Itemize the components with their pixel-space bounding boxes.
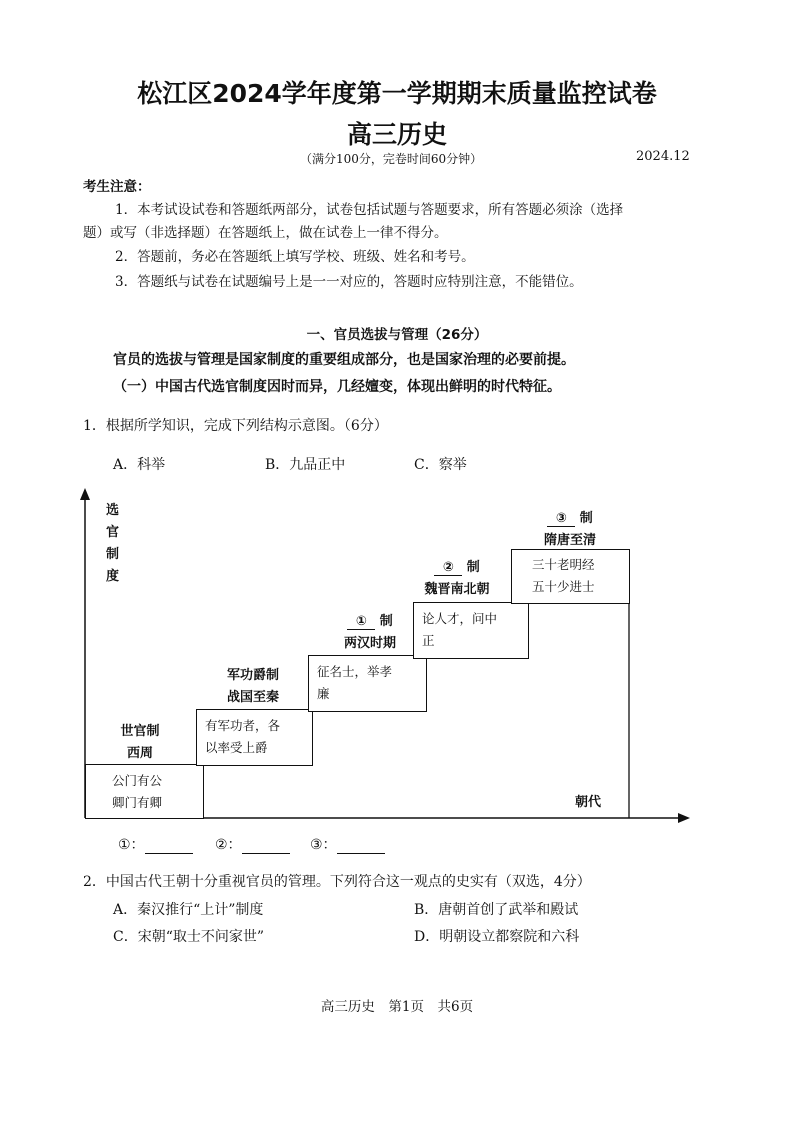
y-axis-char-3: 制 xyxy=(106,547,120,562)
step5-box xyxy=(511,549,630,604)
step3-blank: ① xyxy=(347,614,375,630)
step1-desc-2: 卿门有卿 xyxy=(112,795,163,810)
answer-line-2[interactable] xyxy=(242,839,290,854)
notice-item-1a: 1．本考试设试卷和答题纸两部分，试卷包括试题与答题要求，所有答题必须涂（选择 xyxy=(115,202,624,218)
notice-heading: 考生注意： xyxy=(83,179,151,195)
step4-period: 魏晋南北朝 xyxy=(424,582,490,597)
step2-desc-2: 以率受上爵 xyxy=(205,740,268,755)
q1-option-c: C．察举 xyxy=(414,457,467,473)
notice-item-3: 3．答题纸与试卷在试题编号上是一一对应的，答题时应特别注意，不能错位。 xyxy=(115,274,583,290)
step4-label xyxy=(412,556,502,576)
step5-desc-2: 五十少进士 xyxy=(532,579,595,594)
answer-line-1[interactable] xyxy=(145,839,193,854)
step2-box xyxy=(196,709,313,766)
q2-option-b: B．唐朝首创了武举和殿试 xyxy=(414,902,579,918)
step5-suffix: 制 xyxy=(579,511,593,526)
q1-option-a: A．科举 xyxy=(113,457,166,473)
q2-option-d: D．明朝设立都察院和六科 xyxy=(414,929,580,945)
step5-period: 隋唐至清 xyxy=(543,533,596,548)
step4-box xyxy=(413,602,529,659)
exam-date: 2024.12 xyxy=(636,149,690,164)
step4-blank: ② xyxy=(434,560,462,576)
step2-period: 战国至秦 xyxy=(226,690,279,705)
exam-title: 松江区2024学年度第一学期期末质量监控试卷 xyxy=(137,79,657,108)
answer-blank-2[interactable] xyxy=(215,834,290,854)
step4-suffix: 制 xyxy=(466,560,480,575)
question-2-stem: 2．中国古代王朝十分重视官员的管理。下列符合这一观点的史实有（双选，4分） xyxy=(83,874,591,890)
subsection-heading: （一）中国古代选官制度因时而异，几经嬗变，体现出鲜明的时代特征。 xyxy=(113,379,561,395)
section-heading: 一、官员选拔与管理（26分） xyxy=(306,327,488,343)
answer-line-3[interactable] xyxy=(337,839,385,854)
step1-system: 世官制 xyxy=(120,724,160,739)
answer-label-3: ③： xyxy=(310,837,337,853)
x-axis-label: 朝代 xyxy=(575,795,602,810)
step3-suffix: 制 xyxy=(379,614,393,629)
y-axis-char-2: 官 xyxy=(106,525,120,540)
step2-desc-1: 有军功者，各 xyxy=(205,718,281,733)
notice-item-2: 2．答题前，务必在答题纸上填写学校、班级、姓名和考号。 xyxy=(115,249,475,265)
page-footer: 高三历史 第1页 共6页 xyxy=(320,999,474,1015)
step3-desc-1: 征名士，举孝 xyxy=(317,664,393,679)
step3-box xyxy=(308,655,427,712)
answer-blank-1[interactable] xyxy=(118,834,193,854)
step1-desc-1: 公门有公 xyxy=(112,773,163,788)
step5-desc-1: 三十老明经 xyxy=(532,557,595,572)
step2-system: 军功爵制 xyxy=(226,668,279,683)
step4-desc-1: 论人才，问中 xyxy=(422,611,498,626)
step5-label xyxy=(520,507,620,527)
subject-title: 高三历史 xyxy=(346,120,447,149)
y-axis-char-1: 选 xyxy=(106,503,120,518)
step3-desc-2: 廉 xyxy=(317,686,330,701)
step3-period: 两汉时期 xyxy=(343,636,396,651)
step4-desc-2: 正 xyxy=(422,633,435,648)
answer-label-1: ①： xyxy=(118,837,145,853)
step1-period: 西周 xyxy=(126,746,153,761)
notice-item-1b: 题）或写（非选择题）在答题纸上，做在试卷上一律不得分。 xyxy=(83,225,448,241)
step1-box xyxy=(85,764,204,819)
answer-label-2: ②： xyxy=(215,837,242,853)
step5-blank: ③ xyxy=(547,511,575,527)
question-1-stem: 1．根据所学知识，完成下列结构示意图。（6分） xyxy=(83,418,388,434)
q1-option-b: B．九品正中 xyxy=(265,457,346,473)
q2-option-c: C．宋朝“取士不问家世” xyxy=(113,929,265,945)
section-intro: 官员的选拔与管理是国家制度的重要组成部分，也是国家治理的必要前提。 xyxy=(113,352,575,368)
y-axis-char-4: 度 xyxy=(106,569,120,584)
exam-meta: （满分100分，完卷时间60分钟） xyxy=(300,152,483,166)
step3-label xyxy=(330,610,410,630)
q2-option-a: A．秦汉推行“上计”制度 xyxy=(113,902,264,918)
answer-blank-3[interactable] xyxy=(310,834,385,854)
